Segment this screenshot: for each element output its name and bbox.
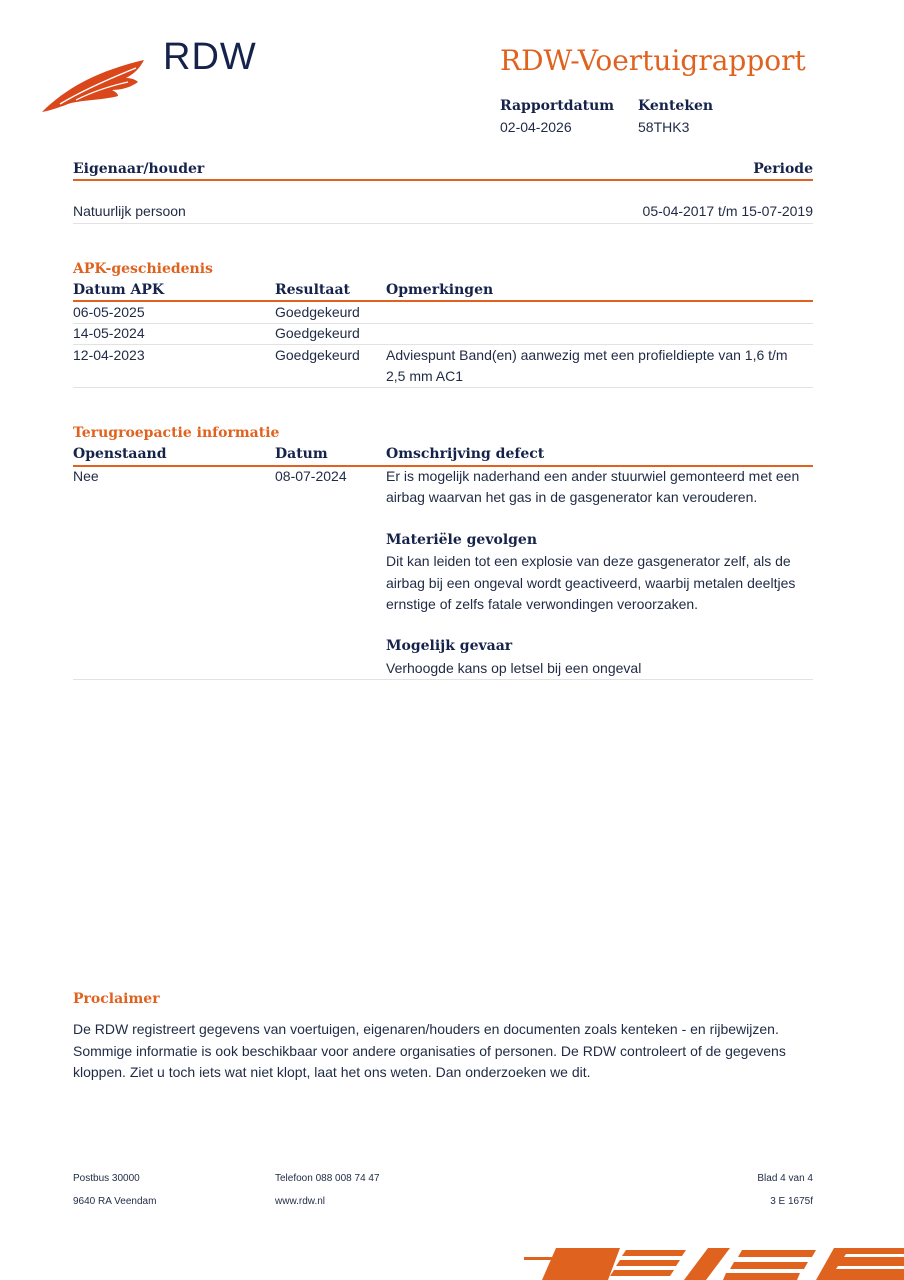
plate-label: Kenteken [638,98,714,114]
apk-row-divider [73,344,813,345]
apk-row-divider [73,323,813,324]
proclaimer-text: De RDW registreert gegevens van voertuigen, eigenaren/houders en documenten zoals kenteken - en rijbewijzen. [73,1021,779,1037]
footer-postal: 9640 RA Veendam [73,1196,157,1207]
consequences-title: Materiële gevolgen [386,532,538,548]
recall-col-defect: Omschrijving defect [386,446,545,462]
danger-text: Verhoogde kans op letsel bij een ongeval [386,660,642,676]
report-date-label: Rapportdatum [500,98,615,114]
period-header: Periode [753,161,813,177]
owner-value: Natuurlijk persoon [73,203,186,219]
report-title: RDW-Voertuigrapport [500,44,806,77]
footer-phone: Telefoon 088 008 74 47 [275,1173,380,1184]
recall-rule [73,465,813,467]
report-date: 02-04-2026 [500,119,572,135]
apk-col-result: Resultaat [275,282,350,298]
danger-title: Mogelijk gevaar [386,638,513,654]
apk-row-divider [73,387,813,388]
consequences-text-cont: ernstige of zelfs fatale verwondingen veroorzaken. [386,596,699,612]
owner-rule [73,179,813,181]
footer-page-number: Blad 4 van 4 [757,1173,813,1184]
apk-title: APK-geschiedenis [73,261,213,277]
apk-row-remarks-cont: 2,5 mm AC1 [386,368,464,384]
apk-row-remarks: Adviespunt Band(en) aanwezig met een profieldiepte van 1,6 t/m [386,347,788,363]
apk-row-result: Goedgekeurd [275,304,360,320]
apk-col-date: Datum APK [73,282,165,298]
proclaimer-text-cont: kloppen. Ziet u toch iets wat niet klopt, laat het ons weten. Dan onderzoeken we dit. [73,1064,591,1080]
rdw-logo-icon [40,56,152,116]
apk-col-remarks: Opmerkingen [386,282,494,298]
recall-open-value: Nee [73,468,99,484]
footer-doc-code: 3 E 1675f [770,1196,813,1207]
proclaimer-text-cont: Sommige informatie is ook beschikbaar voor andere organisaties of personen. De RDW controleert of de gegevens [73,1043,786,1059]
owner-header: Eigenaar/houder [73,161,205,177]
apk-row-date: 06-05-2025 [73,304,145,320]
apk-row-result: Goedgekeurd [275,325,360,341]
recall-col-date: Datum [275,446,328,462]
period-value: 05-04-2017 t/m 15-07-2019 [642,203,813,219]
consequences-text-cont: airbag bij een ongeval wordt geactiveerd, waarbij metalen deeltjes [386,575,796,591]
recall-title: Terugroepactie informatie [73,425,280,441]
apk-row-result: Goedgekeurd [275,347,360,363]
recall-defect-text-cont: airbag waarvan het gas in de gasgenerator kan verouderen. [386,489,758,505]
consequences-text: Dit kan leiden tot een explosie van deze gasgenerator zelf, als de [386,553,791,569]
apk-row-date: 12-04-2023 [73,347,145,363]
footer-po-box: Postbus 30000 [73,1173,140,1184]
apk-row-date: 14-05-2024 [73,325,145,341]
plate-value: 58THK3 [638,119,690,135]
recall-divider [73,679,813,680]
proclaimer-title: Proclaimer [73,991,160,1007]
decorative-stripes-icon [516,1244,904,1280]
footer-website-link[interactable]: www.rdw.nl [275,1196,326,1207]
brand-name: RDW [163,36,257,78]
recall-date-value: 08-07-2024 [275,468,347,484]
apk-rule [73,300,813,302]
recall-col-open: Openstaand [73,446,167,462]
owner-divider [73,223,813,224]
recall-defect-text: Er is mogelijk naderhand een ander stuurwiel gemonteerd met een [386,468,800,484]
